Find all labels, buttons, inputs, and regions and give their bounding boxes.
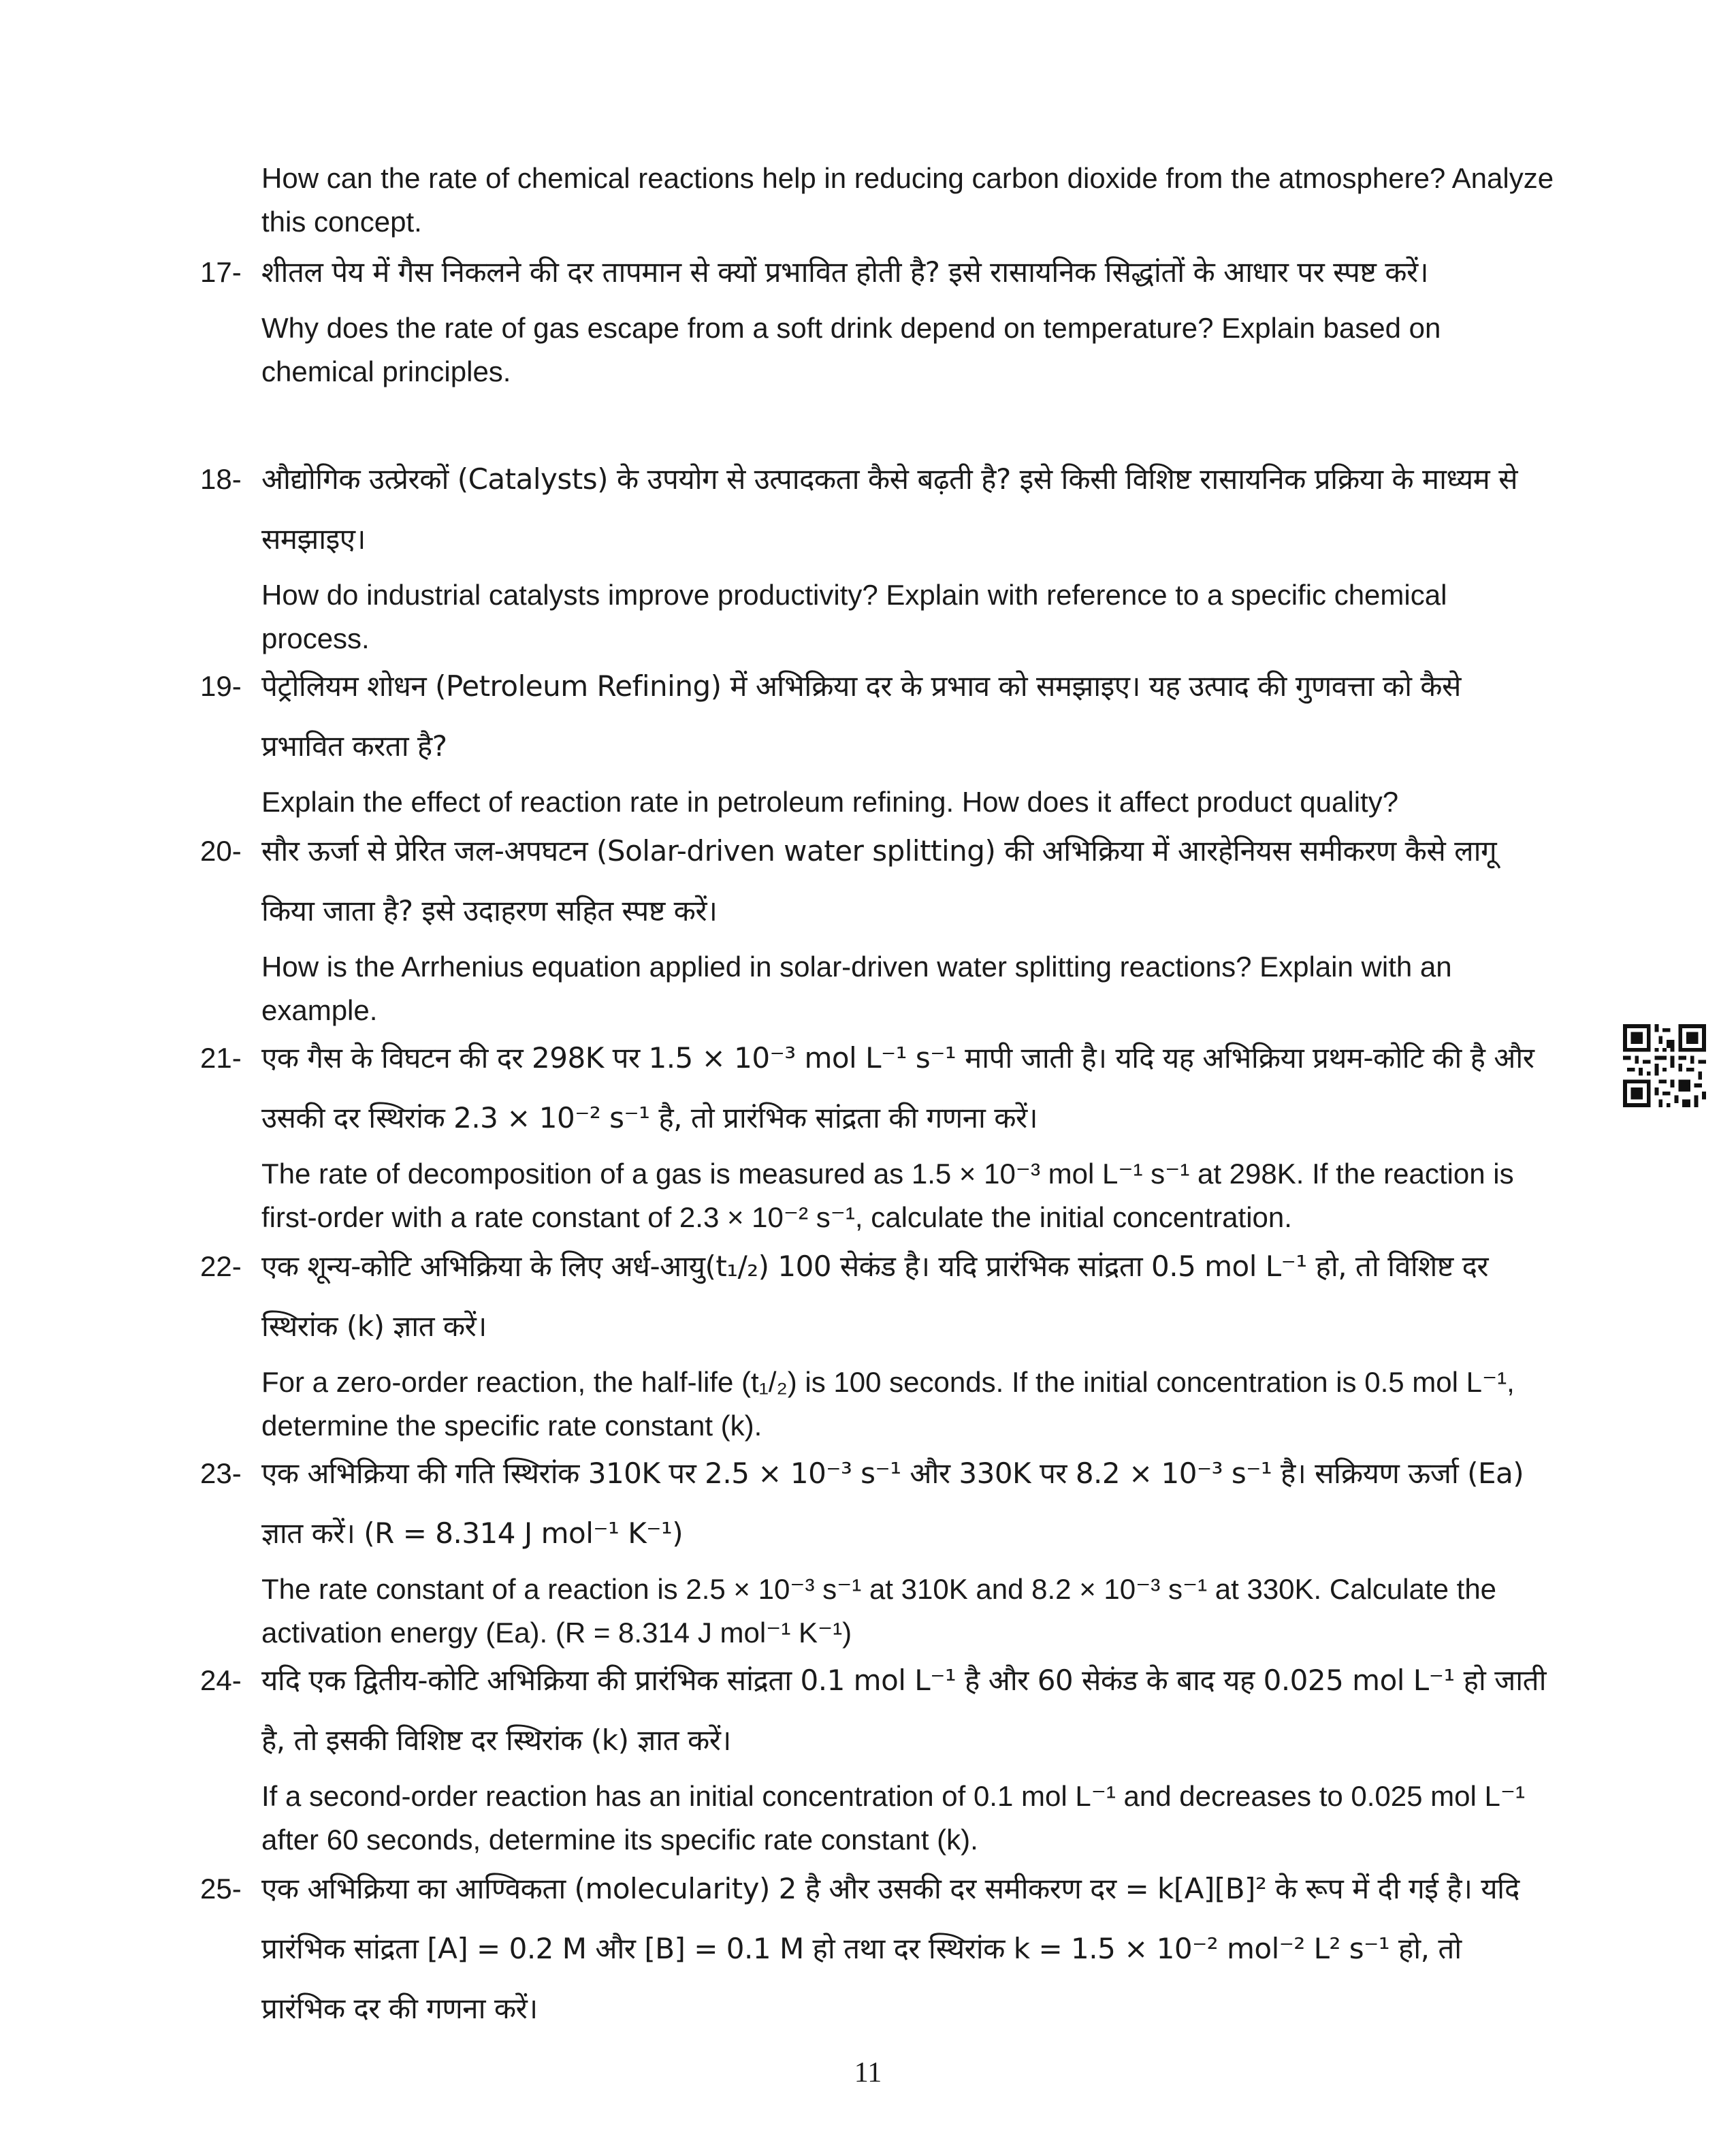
question-number: 19-	[200, 670, 242, 702]
qr-code-icon	[1623, 1024, 1706, 1107]
question-number: 23-	[200, 1457, 242, 1489]
question-hindi-text: पेट्रोलियम शोधन (Petroleum Refining) में अभिक्रिया दर के प्रभाव को समझाइए। यह उत्पाद की गुणवत्ता को कैसे प्रभावित करता है?	[261, 669, 1461, 763]
page-number: 11	[854, 2057, 882, 2088]
question-number: 20-	[200, 835, 242, 867]
question-english-text: If a second-order reaction has an initial concentration of 0.1 mol L⁻¹ and decreases to 0.025 mol L⁻¹ after 60 seconds, determine its specific rate constant (k).	[261, 1780, 1526, 1856]
question-25	[200, 1859, 1562, 2039]
question-english-text: How do industrial catalysts improve productivity? Explain with reference to a specific chemical process.	[261, 579, 1447, 654]
question-hindi-text: एक अभिक्रिया की गति स्थिरांक 310K पर 2.5 × 10⁻³ s⁻¹ और 330K पर 8.2 × 10⁻³ s⁻¹ है। सक्रियण ऊर्जा (Ea) ज्ञात करें। (R = 8.314 J mol⁻¹ K⁻¹)	[261, 1457, 1524, 1550]
question-17	[200, 242, 1562, 394]
question-english-text: Explain the effect of reaction rate in petroleum refining. How does it affect product quality?	[261, 786, 1399, 818]
question-number: 21-	[200, 1042, 242, 1074]
question-english-text: Why does the rate of gas escape from a soft drink depend on temperature? Explain based on chemical principles.	[261, 312, 1441, 387]
question-21	[200, 1028, 1562, 1239]
question-english-text: For a zero-order reaction, the half-life (t₁/₂) is 100 seconds. If the initial concentration is 0.5 mol L⁻¹, determine the specific rate constant (k).	[261, 1366, 1515, 1442]
question-18	[200, 449, 1562, 661]
question-hindi-text: यदि एक द्वितीय-कोटि अभिक्रिया की प्रारंभिक सांद्रता 0.1 mol L⁻¹ है और 60 सेकंड के बाद यह 0.025 mol L⁻¹ हो जाती है, तो इसकी विशिष्ट दर स्थिरांक (k) ज्ञात करें।	[261, 1664, 1546, 1757]
question-english-text: The rate constant of a reaction is 2.5 × 10⁻³ s⁻¹ at 310K and 8.2 × 10⁻³ s⁻¹ at 330K. Calculate the activation energy (Ea). (R = 8.314 J mol⁻¹ K⁻¹)	[261, 1573, 1497, 1649]
question-hindi-text: एक गैस के विघटन की दर 298K पर 1.5 × 10⁻³ mol L⁻¹ s⁻¹ मापी जाती है। यदि यह अभिक्रिया प्रथम-कोटि की है और उसकी दर स्थिरांक 2.3 × 10⁻² s⁻¹ है, तो प्रारंभिक सांद्रता की गणना करें।	[261, 1041, 1534, 1134]
question-hindi-text: शीतल पेय में गैस निकलने की दर तापमान से क्यों प्रभावित होती है? इसे रासायनिक सिद्धांतों के आधार पर स्पष्ट करें।	[261, 255, 1429, 289]
question-24	[200, 1651, 1562, 1862]
question-number: 25-	[200, 1873, 242, 1905]
question-hindi-text: एक शून्य-कोटि अभिक्रिया के लिए अर्ध-आयु(t₁/₂) 100 सेकंड है। यदि प्रारंभिक सांद्रता 0.5 mol L⁻¹ हो, तो विशिष्ट दर स्थिरांक (k) ज्ञात करें।	[261, 1250, 1489, 1343]
question-20	[200, 821, 1562, 1032]
question-hindi-text: औद्योगिक उत्प्रेरकों (Catalysts) के उपयोग से उत्पादकता कैसे बढ़ती है? इसे किसी विशिष्ट रासायनिक प्रक्रिया के माध्यम से समझाइए।	[261, 462, 1517, 556]
question-number: 22-	[200, 1250, 242, 1282]
question-english-text: How is the Arrhenius equation applied in solar-driven water splitting reactions? Explain with an example.	[261, 951, 1452, 1026]
continued-english-text: How can the rate of chemical reactions help in reducing carbon dioxide from the atmosphere? Analyze this concept.	[261, 162, 1554, 238]
question-19	[200, 656, 1562, 824]
question-23	[200, 1444, 1562, 1655]
question-hindi-text: एक अभिक्रिया का आण्विकता (molecularity) 2 है और उसकी दर समीकरण दर = k[A][B]² के रूप में दी गई है। यदि प्रारंभिक सांद्रता [A] = 0.2 M और [B] = 0.1 M हो तथा दर स्थिरांक k = 1.5 × 10⁻² mol⁻² L² s⁻¹ हो, तो प्रारंभिक दर की गणना करें।	[261, 1872, 1520, 2025]
question-hindi-text: सौर ऊर्जा से प्रेरित जल-अपघटन (Solar-driven water splitting) की अभिक्रिया में आरहेनियस समीकरण कैसे लागू किया जाता है? इसे उदाहरण सहित स्पष्ट करें।	[261, 834, 1497, 927]
question-number: 17-	[200, 256, 242, 288]
question-22	[200, 1237, 1562, 1448]
question-english-text: The rate of decomposition of a gas is measured as 1.5 × 10⁻³ mol L⁻¹ s⁻¹ at 298K. If the reaction is first-order with a rate constant of 2.3 × 10⁻² s⁻¹, calculate the initial concentration.	[261, 1158, 1514, 1233]
question-number: 18-	[200, 463, 242, 495]
question-number: 24-	[200, 1664, 242, 1696]
